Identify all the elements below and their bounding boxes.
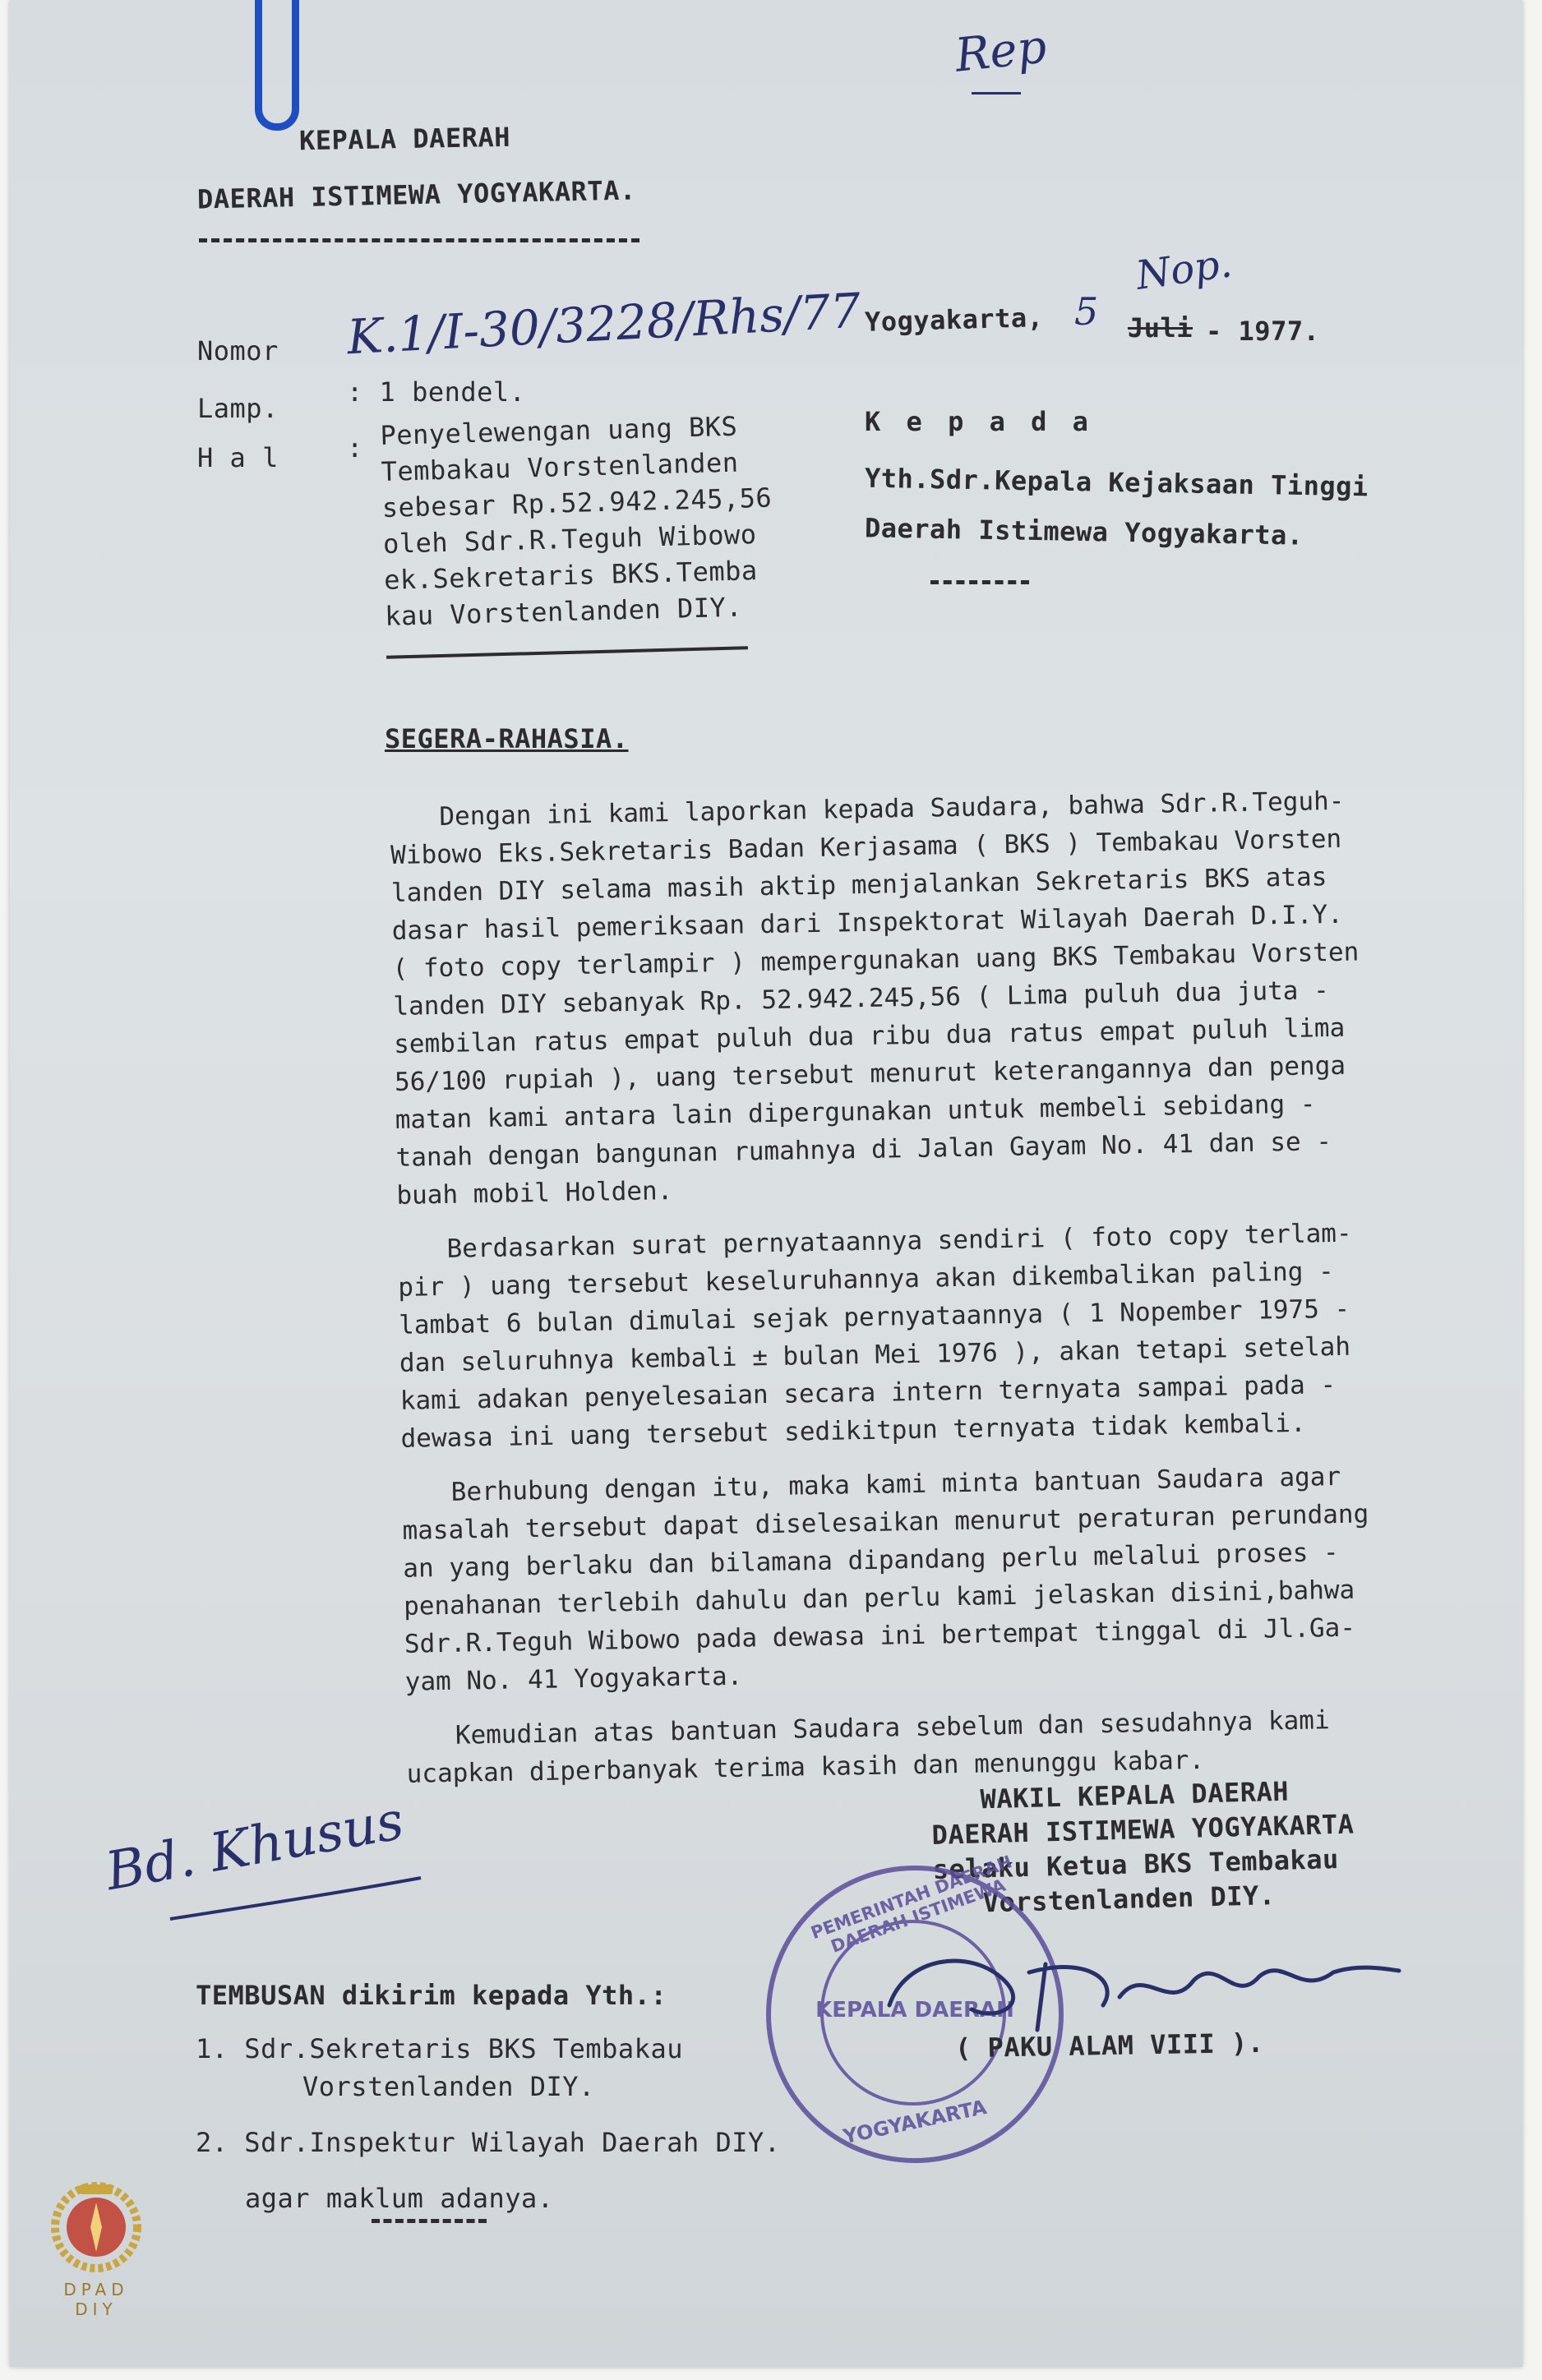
hal-line: kau Vorstenlanden DIY. [384,591,743,632]
hal-subject [380,408,775,634]
stamp-ring-top: PEMERINTAH DAERAH DAERAH ISTIMEWA [808,1852,1015,1957]
body-line: landen DIY sebanyak Rp. 52.942.245,56 ( Lima puluh dua juta - [393,976,1330,1022]
body-line: Dengan ini kami laporkan kepada Saudara, bahwa Sdr.R.Teguh- [439,786,1345,832]
date-day: 5 [1074,289,1099,334]
bd-khusus-stroke [166,1874,429,1923]
body-line: ucapkan diperbanyak terima kasih dan menunggu kabar. [406,1745,1205,1789]
paragraph-2 [397,1213,1453,1458]
body-line: kami adakan penyelesaian secara intern ternyata sampai pada - [399,1370,1337,1416]
cc-item-1-line-1: 1. Sdr.Sekretaris BKS Tembakau [196,2033,683,2064]
hal-line: sebesar Rp.52.942.245,56 [381,482,773,524]
cc-item-2: 2. Sdr.Inspektur Wilayah Daerah DIY. [196,2127,781,2158]
recipient-line-2: Daerah Istimewa Yogyakarta. [864,512,1304,551]
cc-underline [372,2219,487,2223]
date-place: Yogyakarta, [864,302,1044,338]
recipient-kepada: K e p a d a [865,406,1093,437]
body-line: landen DIY selama masih aktip menjalankan Sekretaris BKS atas [390,862,1327,908]
recipient-line-1: Yth.Sdr.Kepala Kejaksaan Tinggi [864,462,1369,503]
hal-line: oleh Sdr.R.Teguh Wibowo [382,519,757,560]
hal-label: H a l [197,442,279,473]
body-line: Berhubung dengan itu, maka kami minta bantuan Saudara agar [450,1461,1341,1507]
letter-body [390,781,1459,1793]
hal-underline [386,646,748,659]
lamp-value: : 1 bendel. [347,376,526,408]
handwritten-signature [873,1931,1432,2038]
body-line: ( foto copy terlampir ) mempergunakan uang BKS Tembakau Vorsten [392,937,1360,984]
cc-closing: agar maklum adanya. [245,2183,554,2214]
hal-line: ek.Sekretaris BKS.Temba [383,555,759,596]
nomor-label: Nomor [197,335,279,367]
body-line: buah mobil Holden. [396,1176,673,1211]
handwritten-bd-khusus: Bd. Khusus [101,1790,409,1903]
cc-item-1-line-2: Vorstenlanden DIY. [302,2071,595,2102]
logo-text-line-1: DPAD [63,2280,129,2299]
body-line: 56/100 rupiah ), uang tersebut menurut keterangannya dan penga [394,1050,1346,1097]
date-year: - 1977. [1206,316,1320,347]
body-line: dan seluruhnya kembali ± bulan Mei 1976 ), akan tetapi setelah [399,1331,1351,1378]
date-month-struck: Juli [1128,312,1193,344]
emblem-icon [43,2170,150,2276]
body-line: penahanan terlebih dahulu dan perlu kami jelaskan disini,bahwa [403,1575,1355,1621]
logo-text-line-2: DIY [75,2299,118,2319]
cc-block [196,1972,781,2217]
hal-line: Penyelewengan uang BKS [380,410,738,451]
body-line: yam No. 41 Yogyakarta. [404,1661,743,1697]
nomor-value: K.1/I-30/3228/Rhs/77 [345,282,862,366]
paragraph-1 [390,781,1449,1215]
letter-page [10,0,1522,2367]
header-line-1: KEPALA DAERAH [298,121,511,157]
stamp-ring-bottom: YOGYAKARTA [841,2095,989,2149]
paper-clip [255,0,299,131]
body-line: dewasa ini uang tersebut sedikitpun ternyata tidak kembali. [400,1408,1306,1454]
header-line-2: DAERAH ISTIMEWA YOGYAKARTA. [196,174,637,215]
rep-note-underline [972,92,1021,95]
paragraph-3 [401,1456,1457,1701]
signature-title-line: DAERAH ISTIMEWA YOGYAKARTA [931,1808,1355,1851]
body-line: sembilan ratus empat puluh dua ribu dua ratus empat puluh lima [393,1012,1346,1059]
body-line: lambat 6 bulan dimulai sejak pernyataannya ( 1 Nopember 1975 - [398,1294,1350,1340]
signature-title-line: WAKIL KEPALA DAERAH [980,1775,1290,1815]
body-line: Wibowo Eks.Sekretaris Badan Kerjasama ( BKS ) Tembakau Vorsten [390,823,1342,870]
body-line: masalah tersebut dapat diselesaikan menurut peraturan perundang [402,1499,1369,1546]
body-line: tanah dengan bangunan rumahnya di Jalan Gayam No. 41 dan se - [395,1127,1332,1173]
dpad-diy-logo [43,2170,150,2319]
body-line: Kemudian atas bantuan Saudara sebelum dan sesudahnya kami [455,1705,1330,1750]
handwritten-rep-note: Rep [952,20,1050,83]
signatory-name: ( PAKU ALAM VIII ). [954,2027,1264,2064]
body-line: Sdr.R.Teguh Wibowo pada dewasa ini bertempat tinggal di Jl.Ga- [404,1612,1356,1659]
lamp-label: Lamp. [197,393,279,424]
body-line: Berdasarkan surat pernyataannya sendiri ( foto copy terlam- [446,1218,1352,1264]
recipient-underline [930,580,1029,584]
body-line: an yang berlaku dan bilamana dipandang perlu melalui proses - [403,1537,1339,1584]
body-line: pir ) uang tersebut keseluruhannya akan dikembalikan paling - [398,1257,1335,1303]
cc-heading: TEMBUSAN dikirim kepada Yth.: [196,1980,667,2011]
signature-title-line: selaku Ketua BKS Tembakau [932,1843,1340,1885]
date-month-correction: Nop. [1133,240,1235,299]
stamp-center: KEPALA DAERAH [815,1998,1014,2023]
hal-line: Tembakau Vorstenlanden [381,446,739,487]
header-underline [199,238,639,242]
signature-title-line: Vorstenlanden DIY. [982,1880,1276,1919]
hal-colon: : [347,432,363,464]
classification-heading: SEGERA-RAHASIA. [385,723,629,754]
body-line: matan kami antara lain dipergunakan untuk membeli sebidang - [395,1089,1316,1135]
body-line: dasar hasil pemeriksaan dari Inspektorat Wilayah Daerah D.I.Y. [391,899,1344,946]
